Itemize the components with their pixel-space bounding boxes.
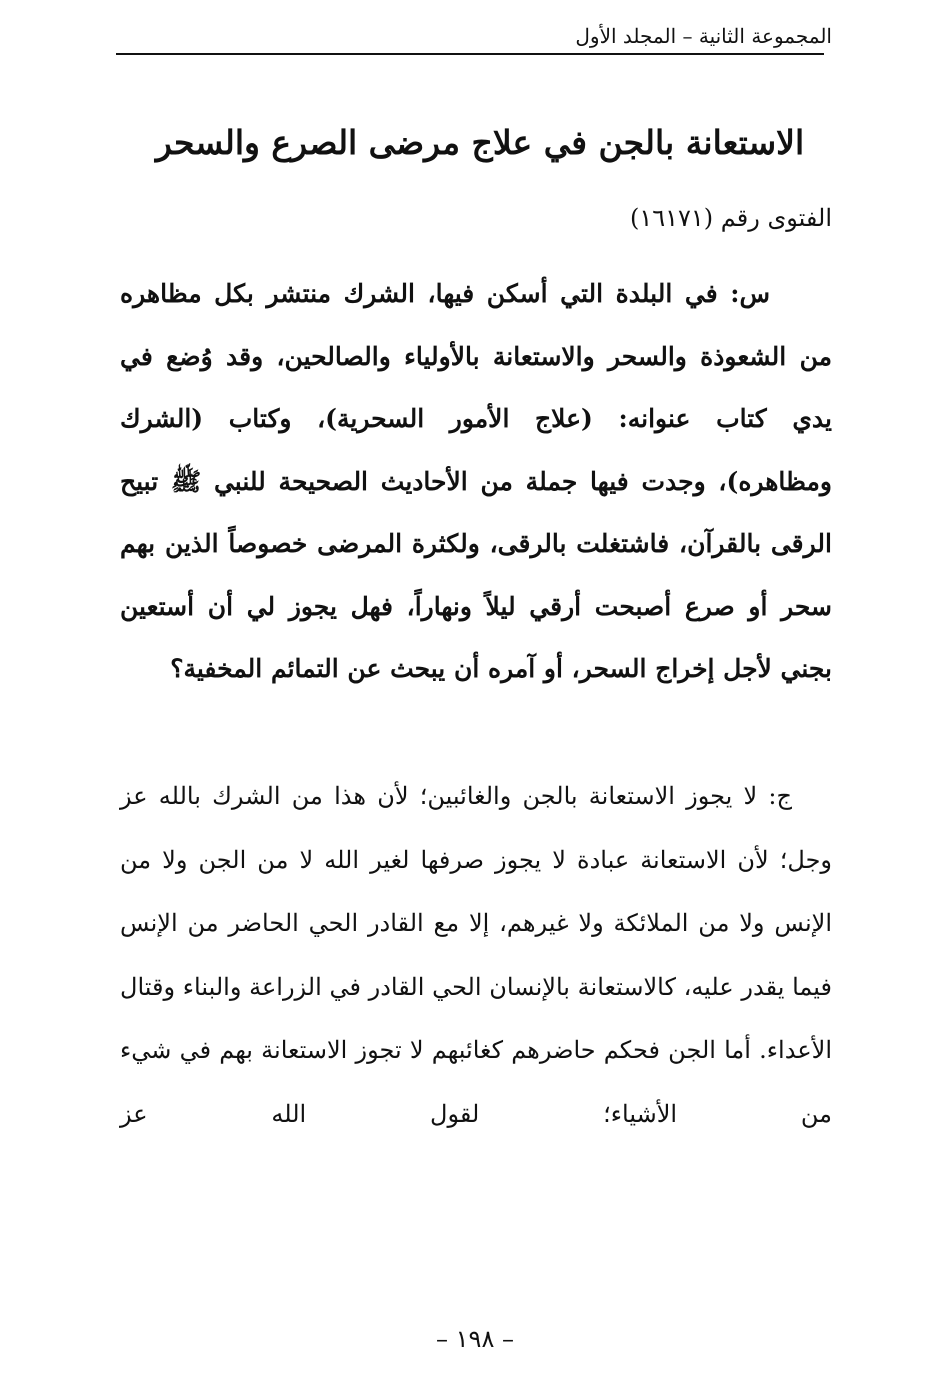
article-title: الاستعانة بالجن في علاج مرضى الصرع والسحر <box>155 123 805 162</box>
running-header: المجموعة الثانية – المجلد الأول <box>575 24 832 48</box>
answer-paragraph: ج: لا يجوز الاستعانة بالجن والغائبين؛ لأن هذا من الشرك بالله عز وجل؛ لأن الاستعانة عبادة لا يجوز صرفها لغير الله لا من الجن ولا من الإنس ولا من الملائكة ولا غيرهم، إلا مع القادر الحي الحاضر من الإنس فيما يقدر عليه، كالاستعانة بالإنسان الحي القادر في الزراعة والبناء وقتال الأعداء. أما الجن فحكم حاضرهم كغائبهم لا تجوز الاستعانة بهم في شيء من الأشياء؛ لقول الله عز <box>120 782 832 1128</box>
page-number: – ١٩٨ – <box>436 1325 514 1353</box>
fatwa-number: الفتوى رقم (١٦١٧١) <box>629 204 832 232</box>
header-rule <box>116 53 824 55</box>
question-paragraph: س: في البلدة التي أسكن فيها، الشرك منتشر بكل مظاهره من الشعوذة والسحر والاستعانة بالأولياء والصالحين، وقد وُضع في يدي كتاب عنوانه: (علاج الأمور السحرية)، وكتاب (الشرك ومظاهره)، وجدت فيها جملة من الأحاديث الصحيحة للنبي ﷺ تبيح الرقى بالقرآن، فاشتغلت بالرقى، ولكثرة المرضى خصوصاً الذين بهم سحر أو صرع أصبحت أرقي ليلاً ونهاراً، فهل يجوز لي أن أستعين بجني لأجل إخراج السحر، أو آمره أن يبحث عن التمائم المخفية؟ <box>120 279 832 683</box>
